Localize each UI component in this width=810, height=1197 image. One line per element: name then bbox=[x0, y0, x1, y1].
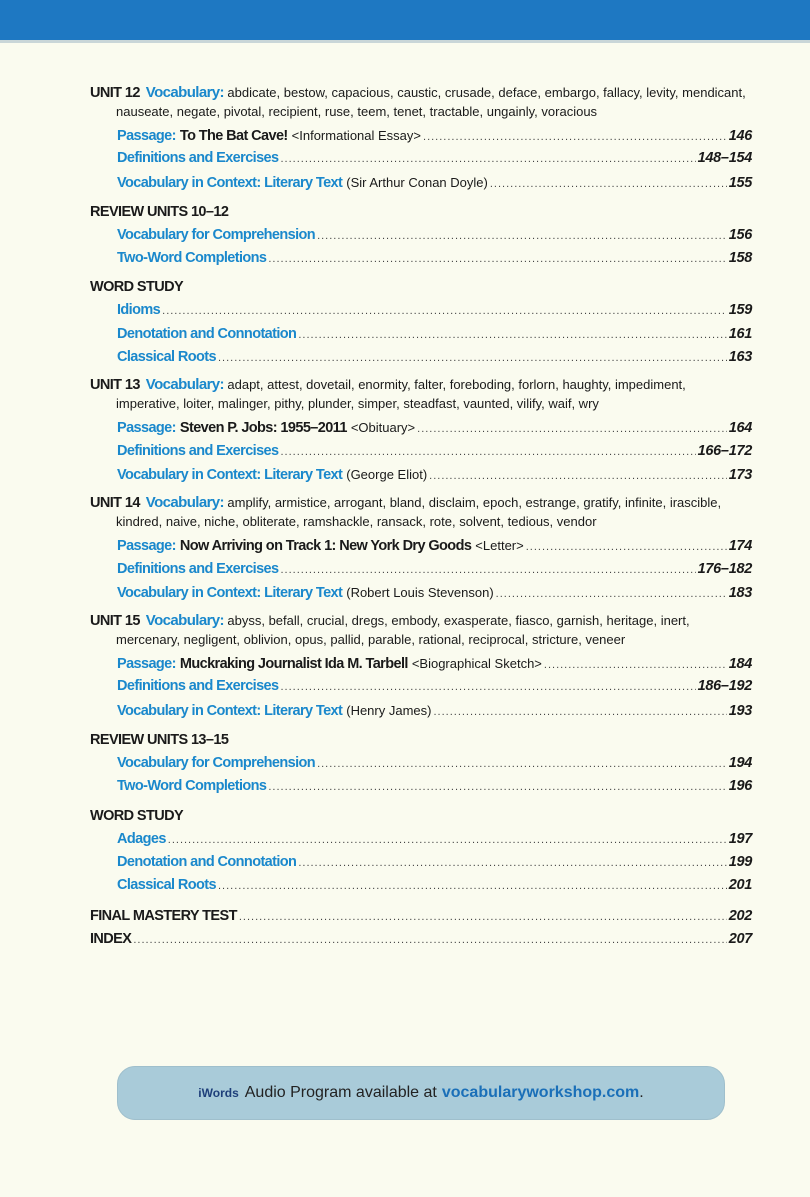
dot-leader bbox=[268, 776, 726, 799]
section-heading bbox=[90, 806, 752, 826]
toc-entry[interactable] bbox=[90, 247, 752, 270]
dot-leader bbox=[162, 300, 727, 323]
page-number: 194 bbox=[728, 755, 752, 772]
section-heading bbox=[90, 494, 752, 531]
dot-leader bbox=[429, 465, 727, 488]
vocabulary-words: amplify, armistice, arrogant, bland, disclaim, epoch, estrange, gratify, infinite, irascible, kindred, naive, niche, obliterate, ramshackle, ransack, rote, solvent, tedious, vendor bbox=[116, 495, 722, 529]
section-heading bbox=[90, 202, 752, 222]
entry-title[interactable]: To The Bat Cave! bbox=[179, 128, 288, 144]
entry-label[interactable]: Passage: bbox=[117, 538, 176, 555]
unit-block bbox=[90, 494, 752, 604]
toc-entry[interactable] bbox=[90, 463, 752, 486]
entry-label[interactable]: INDEX bbox=[90, 930, 132, 947]
unit-block bbox=[90, 612, 752, 722]
header-band bbox=[0, 0, 810, 43]
dot-leader bbox=[496, 583, 727, 606]
toc-entry[interactable] bbox=[90, 224, 752, 247]
entry-label[interactable]: Vocabulary in Context: Literary Text bbox=[117, 702, 343, 719]
toc-entry[interactable] bbox=[90, 905, 752, 928]
dot-leader bbox=[168, 829, 727, 852]
dot-leader bbox=[317, 225, 727, 248]
page-number: 207 bbox=[728, 930, 752, 947]
entry-label[interactable]: Vocabulary in Context: Literary Text bbox=[117, 466, 343, 483]
heading-text: UNIT 12 bbox=[90, 85, 140, 101]
entry-title[interactable]: Muckraking Journalist Ida M. Tarbell bbox=[179, 656, 408, 673]
dot-leader bbox=[490, 173, 727, 196]
section-heading bbox=[90, 376, 752, 413]
entry-label[interactable]: Definitions and Exercises bbox=[117, 150, 279, 167]
toc-entry[interactable] bbox=[90, 675, 752, 698]
page-number: 193 bbox=[728, 702, 752, 719]
entry-label[interactable]: Vocabulary in Context: Literary Text bbox=[117, 174, 343, 191]
toc-entry[interactable] bbox=[90, 652, 752, 675]
entry-title[interactable]: Steven P. Jobs: 1955–2011 bbox=[179, 420, 347, 437]
entry-label[interactable]: FINAL MASTERY TEST bbox=[90, 907, 237, 924]
entry-note: <Letter> bbox=[475, 538, 524, 554]
heading-text: WORD STUDY bbox=[90, 807, 184, 824]
entry-label[interactable]: Definitions and Exercises bbox=[117, 678, 279, 695]
vocabulary-label: Vocabulary: bbox=[145, 84, 224, 101]
dot-leader bbox=[433, 701, 726, 724]
page-number: 184 bbox=[728, 656, 752, 673]
toc-entry[interactable] bbox=[90, 440, 752, 463]
entry-label[interactable]: Two-Word Completions bbox=[117, 250, 267, 267]
section-heading bbox=[90, 277, 752, 297]
vocabulary-label: Vocabulary: bbox=[145, 376, 224, 394]
entry-label[interactable]: Classical Roots bbox=[117, 349, 216, 366]
toc-entry[interactable] bbox=[90, 581, 752, 604]
page-number: 176–182 bbox=[697, 560, 752, 577]
entry-title[interactable]: Now Arriving on Track 1: New York Dry Goods bbox=[179, 538, 472, 555]
heading-text: WORD STUDY bbox=[90, 279, 184, 296]
entry-note: (Robert Louis Stevenson) bbox=[346, 584, 494, 600]
page-number: 183 bbox=[728, 584, 752, 601]
toc-section bbox=[90, 806, 752, 898]
page-number: 163 bbox=[728, 349, 752, 366]
dot-leader bbox=[317, 753, 727, 776]
dot-leader bbox=[280, 559, 695, 582]
page-number: 201 bbox=[728, 877, 752, 894]
vocabulary-label: Vocabulary: bbox=[145, 612, 224, 630]
page-number: 196 bbox=[728, 778, 752, 795]
dot-leader bbox=[423, 126, 727, 149]
unit-block bbox=[90, 376, 752, 486]
entry-label[interactable]: Classical Roots bbox=[117, 877, 216, 894]
page-number: 173 bbox=[728, 466, 752, 483]
entry-label[interactable]: Passage: bbox=[117, 420, 176, 437]
heading-text: UNIT 13 bbox=[90, 377, 140, 394]
entry-label[interactable]: Adages bbox=[117, 830, 166, 847]
heading-text: REVIEW UNITS 13–15 bbox=[90, 732, 229, 749]
toc-entry[interactable] bbox=[90, 124, 752, 147]
page-number: 197 bbox=[728, 830, 752, 847]
dot-leader bbox=[218, 875, 727, 898]
entry-label[interactable]: Denotation and Connotation bbox=[117, 325, 297, 342]
entry-label[interactable]: Passage: bbox=[117, 656, 176, 673]
dot-leader bbox=[526, 536, 727, 559]
dot-leader bbox=[417, 418, 727, 441]
page-number: 202 bbox=[728, 907, 752, 924]
dot-leader bbox=[280, 441, 695, 464]
page-number: 148–154 bbox=[697, 150, 752, 167]
toc-entry[interactable] bbox=[90, 558, 752, 581]
page-number: 156 bbox=[728, 226, 752, 243]
toc-entry[interactable] bbox=[90, 752, 752, 775]
entry-note: <Informational Essay> bbox=[291, 128, 422, 143]
heading-text: UNIT 14 bbox=[90, 495, 140, 512]
unit-block bbox=[90, 84, 752, 194]
toc-entry[interactable] bbox=[90, 534, 752, 557]
page-number: 164 bbox=[728, 420, 752, 437]
page-number: 174 bbox=[728, 538, 752, 555]
entry-label[interactable]: Idioms bbox=[117, 302, 161, 319]
entry-label[interactable]: Two-Word Completions bbox=[117, 778, 267, 795]
toc-entry[interactable] bbox=[90, 928, 752, 951]
page-number: 199 bbox=[728, 853, 752, 870]
dot-leader bbox=[239, 906, 727, 929]
heading-text: REVIEW UNITS 10–12 bbox=[90, 203, 229, 220]
website-link[interactable]: vocabularyworkshop.com bbox=[441, 1084, 640, 1101]
toc-entry[interactable] bbox=[90, 699, 752, 722]
page-number: 146 bbox=[728, 128, 752, 144]
audio-text: Audio Program available at bbox=[244, 1084, 437, 1101]
dot-leader bbox=[298, 324, 726, 347]
audio-program-banner bbox=[117, 1066, 725, 1120]
dot-leader bbox=[218, 347, 727, 370]
entry-label[interactable]: Vocabulary in Context: Literary Text bbox=[117, 584, 343, 601]
entry-note: (George Eliot) bbox=[346, 466, 428, 482]
iwords-logo-icon: iWords bbox=[198, 1086, 239, 1100]
vocabulary-words: abyss, befall, crucial, dregs, embody, exasperate, fiasco, garnish, heritage, inert, mercenary, negligent, oblivion, opus, pallid, parable, rational, reciprocal, stricture, veneer bbox=[116, 613, 690, 647]
entry-label[interactable]: Vocabulary for Comprehension bbox=[117, 226, 316, 243]
dot-leader bbox=[280, 676, 695, 699]
toc-entry[interactable] bbox=[90, 147, 752, 170]
vocabulary-label: Vocabulary: bbox=[145, 494, 224, 512]
dot-leader bbox=[544, 654, 727, 677]
page-number: 155 bbox=[728, 174, 752, 191]
toc-entry[interactable] bbox=[90, 775, 752, 798]
toc-section bbox=[90, 202, 752, 271]
dot-leader bbox=[268, 248, 726, 271]
toc-section bbox=[90, 905, 752, 952]
entry-note: (Henry James) bbox=[346, 702, 432, 718]
toc-entry[interactable] bbox=[90, 346, 752, 369]
table-of-contents bbox=[90, 84, 752, 958]
entry-label[interactable]: Definitions and Exercises bbox=[117, 560, 279, 577]
heading-text: UNIT 15 bbox=[90, 613, 140, 630]
toc-entry[interactable] bbox=[90, 171, 752, 194]
vocabulary-words: adapt, attest, dovetail, enormity, falter, foreboding, forlorn, haughty, impediment, imperative, loiter, malinger, pithy, plunder, simper, steadfast, vaunted, vilify, waif, wry bbox=[116, 377, 686, 411]
toc-entry[interactable] bbox=[90, 851, 752, 874]
vocabulary-words: abdicate, bestow, capacious, caustic, crusade, deface, embargo, fallacy, levity, mendicant, nauseate, negate, pivotal, recipient, ruse, teem, tenet, tractable, ungainly, voracious bbox=[116, 85, 746, 119]
toc-entry[interactable] bbox=[90, 828, 752, 851]
page-number: 166–172 bbox=[697, 442, 752, 459]
section-heading bbox=[90, 84, 752, 121]
page-number: 186–192 bbox=[697, 678, 752, 695]
section-heading bbox=[90, 612, 752, 649]
entry-note: <Biographical Sketch> bbox=[411, 656, 542, 672]
page-number: 158 bbox=[728, 250, 752, 267]
entry-note: (Sir Arthur Conan Doyle) bbox=[346, 174, 488, 190]
toc-entry[interactable] bbox=[90, 299, 752, 322]
toc-section bbox=[90, 730, 752, 799]
toc-entry[interactable] bbox=[90, 874, 752, 897]
page-number: 161 bbox=[728, 325, 752, 342]
section-heading bbox=[90, 730, 752, 750]
entry-label[interactable]: Vocabulary for Comprehension bbox=[117, 755, 316, 772]
audio-period: . bbox=[639, 1084, 644, 1101]
page-number: 159 bbox=[728, 302, 752, 319]
dot-leader bbox=[280, 148, 695, 171]
entry-note: <Obituary> bbox=[350, 420, 416, 436]
toc-section bbox=[90, 277, 752, 369]
toc-entry[interactable] bbox=[90, 323, 752, 346]
entry-label[interactable]: Passage: bbox=[117, 128, 176, 144]
entry-label[interactable]: Definitions and Exercises bbox=[117, 442, 279, 459]
entry-label[interactable]: Denotation and Connotation bbox=[117, 853, 297, 870]
dot-leader bbox=[133, 929, 726, 952]
dot-leader bbox=[298, 852, 726, 875]
toc-entry[interactable] bbox=[90, 416, 752, 439]
